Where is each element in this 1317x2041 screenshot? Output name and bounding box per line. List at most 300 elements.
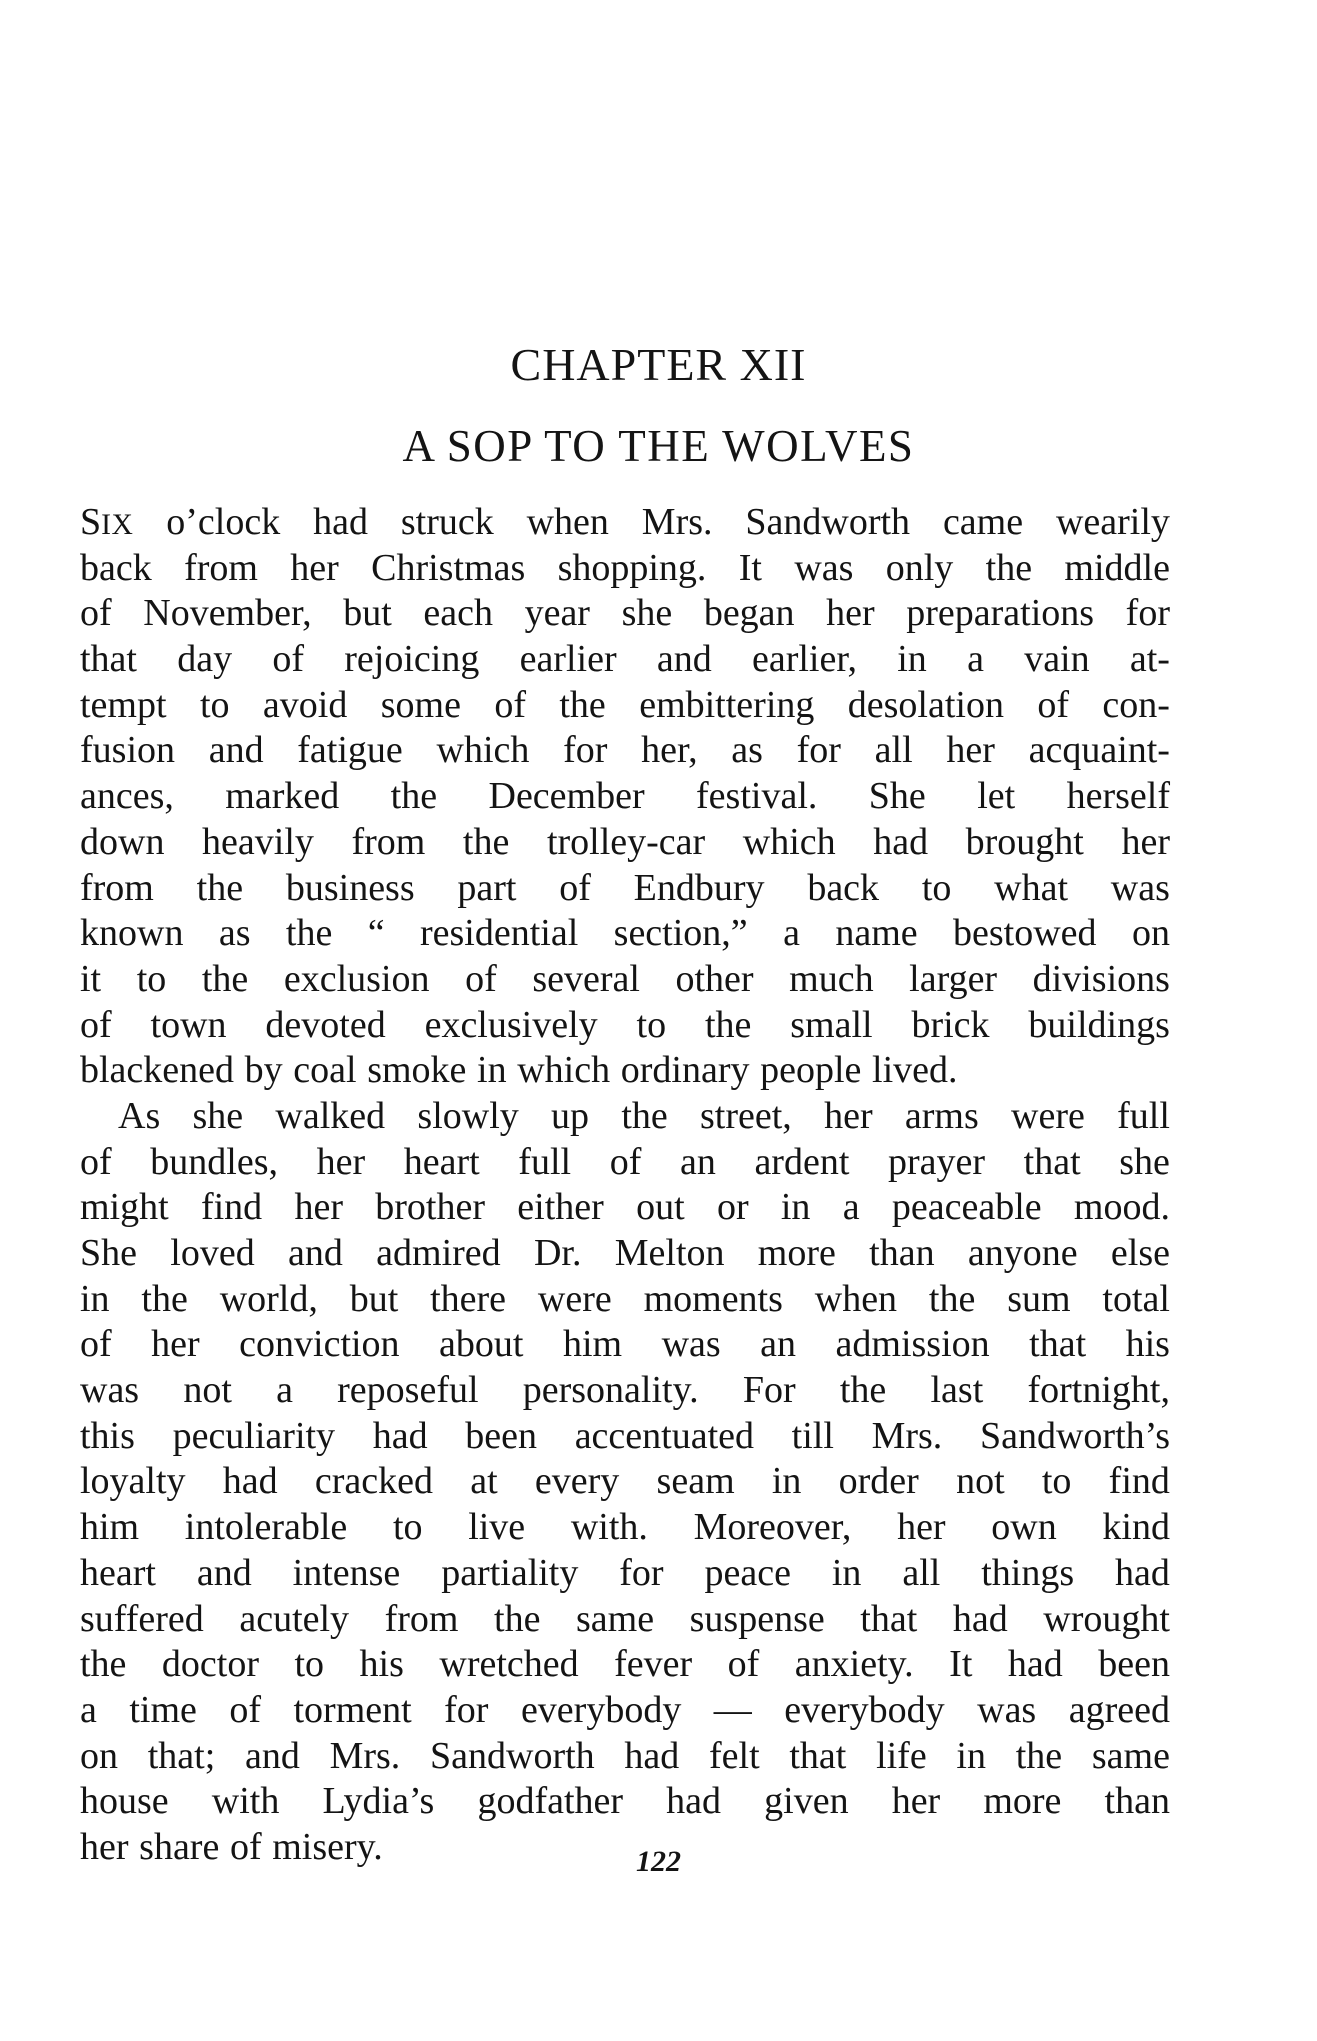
word: the — [559, 683, 606, 726]
word: conviction — [239, 1323, 400, 1366]
word: larger — [909, 957, 998, 1000]
text-line — [80, 1048, 1170, 1094]
word: known — [80, 912, 184, 955]
word: fatigue — [297, 729, 403, 772]
word: back — [807, 866, 880, 909]
word: same — [1091, 1734, 1170, 1777]
word: acquaint- — [1028, 729, 1170, 772]
word: which — [742, 820, 836, 863]
word: his — [1125, 1323, 1170, 1366]
word: street, — [700, 1094, 792, 1137]
word: time — [129, 1688, 197, 1731]
word: of — [80, 1003, 112, 1046]
text-line — [80, 1185, 1170, 1231]
text-line — [80, 728, 1170, 774]
word: than — [1104, 1780, 1170, 1823]
word: was — [1110, 866, 1170, 909]
word: o’clock — [166, 501, 281, 543]
word: of — [609, 1140, 642, 1183]
word: Sandworth — [745, 501, 911, 543]
word: had — [1007, 1643, 1063, 1686]
word: she — [621, 592, 673, 635]
text-line — [80, 866, 1170, 912]
word: a — [967, 638, 984, 681]
word: For — [742, 1369, 796, 1412]
word: to — [199, 683, 230, 726]
word: she — [192, 1094, 244, 1137]
word: not — [956, 1460, 1005, 1503]
word: several — [532, 957, 640, 1000]
word: Lydia’s — [322, 1780, 435, 1823]
word: fusion — [80, 729, 175, 772]
word: reposeful — [337, 1369, 479, 1412]
word: it — [80, 957, 102, 1000]
word: to — [1041, 1460, 1072, 1503]
word: exclusion — [283, 957, 430, 1000]
word: ances, — [80, 775, 174, 818]
word: been — [1098, 1643, 1170, 1686]
word: that — [860, 1597, 918, 1640]
word: buildings — [1028, 1003, 1170, 1046]
word: more — [983, 1780, 1062, 1823]
word: section,” — [613, 912, 748, 955]
word: for — [1125, 592, 1170, 635]
word: find — [200, 1186, 263, 1229]
word: the — [928, 1277, 976, 1320]
word: last — [930, 1369, 984, 1412]
word: this — [80, 1414, 135, 1457]
word: either — [517, 1186, 604, 1229]
word: when — [814, 1277, 898, 1320]
word: Mrs. — [871, 1414, 943, 1457]
text-line — [80, 1734, 1170, 1780]
word: fortnight, — [1027, 1369, 1170, 1412]
word: as — [218, 912, 251, 955]
word: in — [897, 638, 927, 681]
word: December — [488, 775, 645, 818]
word: small — [790, 1003, 873, 1046]
word: and — [244, 1734, 300, 1777]
word: and — [208, 729, 264, 772]
word: from — [351, 820, 426, 863]
text-line — [80, 546, 1170, 592]
page-number: 122 — [636, 1845, 681, 1878]
word: an — [679, 1140, 716, 1183]
word: the — [80, 1643, 127, 1686]
word: the — [141, 1277, 188, 1320]
word: wearily — [1055, 501, 1170, 543]
word: her — [946, 729, 995, 772]
word: that — [789, 1734, 847, 1777]
word: her — [891, 1780, 941, 1823]
word: November, — [143, 592, 312, 635]
word: from — [184, 546, 258, 589]
word: some — [380, 683, 461, 726]
word: in — [477, 1049, 507, 1092]
word: to — [636, 1003, 667, 1046]
text-line — [80, 957, 1170, 1003]
word: seam — [656, 1460, 735, 1503]
word: out — [636, 1186, 685, 1229]
word: world, — [219, 1277, 318, 1320]
word: in — [771, 1460, 802, 1503]
word: shopping. — [557, 546, 707, 589]
word: fever — [614, 1643, 693, 1686]
word: of — [559, 866, 591, 909]
word: festival. — [696, 775, 818, 818]
word: her — [897, 1506, 946, 1549]
word: of — [229, 1688, 262, 1731]
word: to — [136, 957, 167, 1000]
word: exclusively — [424, 1003, 598, 1046]
word: was — [977, 1688, 1037, 1731]
opening-smallcaps: IX — [101, 509, 134, 541]
word: to — [392, 1506, 423, 1549]
word: each — [423, 592, 493, 635]
word: had — [313, 501, 368, 543]
word: came — [942, 501, 1024, 543]
word: which — [517, 1049, 611, 1092]
word: heart — [80, 1551, 156, 1594]
word: suspense — [689, 1597, 825, 1640]
word: of — [80, 1323, 112, 1366]
chapter-title: A SOP TO THE WOLVES — [402, 421, 915, 471]
word: personality. — [522, 1369, 699, 1412]
word: back — [80, 546, 152, 589]
word: mood. — [1073, 1186, 1170, 1229]
word: the — [201, 957, 249, 1000]
word: lived. — [872, 1049, 958, 1092]
word: agreed — [1068, 1688, 1170, 1731]
chapter-number: CHAPTER XII — [510, 339, 807, 390]
word: by — [244, 1049, 283, 1092]
word: admired — [376, 1232, 501, 1274]
word: intense — [292, 1551, 401, 1594]
text-line — [80, 591, 1170, 637]
word: full — [1117, 1094, 1170, 1137]
word: was — [80, 1369, 140, 1412]
word: “ — [367, 912, 385, 955]
word: bundles, — [150, 1140, 278, 1183]
word: acutely — [239, 1597, 350, 1640]
word: wrought — [1043, 1597, 1170, 1640]
word: when — [526, 501, 609, 543]
word: vain — [1024, 638, 1090, 681]
word: ardent — [754, 1140, 850, 1183]
word: name — [835, 912, 918, 955]
word: town — [150, 1003, 227, 1046]
word: doctor — [161, 1643, 259, 1686]
word: residential — [419, 912, 579, 955]
word: godfather — [477, 1780, 624, 1823]
word: moments — [643, 1277, 783, 1320]
word: herself — [1066, 775, 1170, 818]
body-text — [80, 500, 1170, 1871]
word: till — [791, 1414, 834, 1457]
word: had — [666, 1780, 722, 1823]
word: Sandworth’s — [979, 1414, 1170, 1457]
word: coal — [293, 1049, 357, 1092]
word: that — [80, 638, 137, 681]
text-line — [80, 1231, 1170, 1277]
word: wretched — [439, 1643, 579, 1686]
word: her — [294, 1186, 343, 1229]
word: peculiarity — [172, 1414, 336, 1457]
word: rejoicing — [344, 638, 480, 681]
word: but — [349, 1277, 399, 1320]
word: live — [468, 1506, 526, 1549]
word: loyalty — [80, 1460, 186, 1503]
word: brick — [911, 1003, 990, 1046]
word: partiality — [441, 1551, 579, 1594]
word: were — [537, 1277, 612, 1320]
word: Christmas — [371, 546, 526, 589]
word: other — [675, 957, 754, 1000]
word: his — [359, 1643, 404, 1686]
opening-initial: S — [80, 501, 102, 543]
word: up — [551, 1094, 590, 1137]
word: sum — [1007, 1277, 1071, 1320]
word: kind — [1102, 1506, 1170, 1549]
word: every — [534, 1460, 620, 1503]
word: that — [1029, 1323, 1087, 1366]
text-line — [80, 1322, 1170, 1368]
word: the — [1015, 1734, 1063, 1777]
word: year — [524, 592, 590, 635]
text-line — [80, 1414, 1170, 1460]
word: of — [229, 1825, 262, 1868]
text-line — [80, 1505, 1170, 1551]
word: the — [494, 1597, 541, 1640]
word: intolerable — [184, 1506, 348, 1549]
word: at- — [1129, 638, 1170, 681]
word: avoid — [262, 683, 348, 726]
word: the — [196, 866, 244, 909]
word: that — [1023, 1140, 1081, 1183]
word: cracked — [314, 1460, 434, 1503]
word: a — [80, 1688, 97, 1731]
word: on — [1131, 912, 1170, 955]
text-line — [80, 683, 1170, 729]
word: Endbury — [633, 866, 765, 909]
word: anyone — [967, 1232, 1078, 1274]
word: tempt — [80, 683, 167, 726]
word: else — [1110, 1232, 1170, 1274]
text-line — [80, 1779, 1170, 1825]
word: was — [661, 1323, 721, 1366]
word: had — [1115, 1551, 1170, 1594]
word: of — [1037, 683, 1070, 726]
word: a — [842, 1186, 860, 1229]
word: a — [783, 912, 800, 955]
word: the — [390, 775, 438, 818]
word: earlier — [519, 638, 617, 681]
word: of — [272, 638, 305, 681]
word: her — [316, 1140, 366, 1183]
word: all — [874, 729, 913, 772]
word: misery. — [272, 1825, 383, 1868]
opening-word — [80, 500, 133, 546]
word: to — [921, 866, 952, 909]
word: blackened — [80, 1049, 235, 1092]
word: order — [838, 1460, 919, 1503]
word: things — [981, 1551, 1075, 1594]
word: It — [738, 546, 762, 589]
word: at — [470, 1460, 498, 1503]
word: had — [624, 1734, 680, 1777]
text-line — [80, 500, 1170, 546]
word: and — [656, 638, 712, 681]
word: much — [789, 957, 874, 1000]
word: house — [80, 1780, 169, 1823]
word: life — [876, 1734, 927, 1777]
word: accentuated — [574, 1414, 754, 1457]
word: She — [868, 775, 926, 818]
word: in — [956, 1734, 986, 1777]
word: brother — [375, 1186, 486, 1229]
word: with. — [570, 1506, 648, 1549]
word: divisions — [1032, 957, 1170, 1000]
word: that; — [147, 1734, 216, 1777]
word: admission — [835, 1323, 990, 1366]
word: earlier, — [751, 638, 857, 681]
word: of — [727, 1643, 760, 1686]
word: given — [764, 1780, 849, 1823]
word: the — [462, 820, 510, 863]
word: there — [430, 1277, 507, 1320]
word: to — [294, 1643, 325, 1686]
word: and — [288, 1232, 343, 1274]
word: Melton — [614, 1232, 725, 1274]
word: Mrs. — [641, 501, 713, 543]
word: peaceable — [891, 1186, 1042, 1229]
word: than — [869, 1232, 935, 1274]
word: bestowed — [953, 912, 1097, 955]
word: him — [80, 1506, 140, 1549]
word: anxiety. — [794, 1643, 914, 1686]
word: full — [518, 1140, 572, 1183]
word: suffered — [80, 1597, 204, 1640]
word: for — [796, 729, 841, 772]
word: peace — [704, 1551, 791, 1594]
word: As — [118, 1094, 161, 1137]
word: embittering — [639, 683, 815, 726]
word: total — [1102, 1277, 1170, 1320]
word: she — [1119, 1140, 1170, 1183]
word: preparations — [906, 592, 1095, 635]
word: her — [826, 592, 875, 635]
word: felt — [709, 1734, 760, 1777]
text-line — [80, 774, 1170, 820]
word: torment — [293, 1688, 412, 1731]
word: her — [290, 546, 339, 589]
word: in — [80, 1277, 110, 1320]
word: which — [436, 729, 530, 772]
word: all — [902, 1551, 941, 1594]
word: a — [276, 1369, 293, 1412]
word: day — [177, 638, 233, 681]
word: brought — [965, 820, 1084, 863]
text-line — [80, 1094, 1170, 1140]
text-line — [80, 1277, 1170, 1323]
word: from — [80, 866, 154, 909]
word: were — [1011, 1094, 1085, 1137]
word: had — [372, 1414, 428, 1457]
text-line — [80, 1688, 1170, 1734]
word: might — [80, 1186, 169, 1229]
word: smoke — [367, 1049, 467, 1092]
word: had — [222, 1460, 278, 1503]
text-line — [80, 820, 1170, 866]
word: trolley-car — [546, 820, 706, 863]
word: been — [465, 1414, 538, 1457]
word: business — [285, 866, 415, 909]
word: had — [873, 820, 929, 863]
word: It — [949, 1643, 973, 1686]
word: in — [831, 1551, 862, 1594]
word: her — [151, 1323, 200, 1366]
word: marked — [225, 775, 340, 818]
word: loved — [170, 1232, 255, 1274]
word: for — [444, 1688, 489, 1731]
word: and — [196, 1551, 252, 1594]
word: her — [824, 1094, 873, 1137]
word: from — [384, 1597, 459, 1640]
word: slowly — [417, 1094, 519, 1137]
word: or — [716, 1186, 749, 1229]
word: as — [731, 729, 763, 772]
word: her — [80, 1825, 129, 1868]
word: her, — [641, 729, 698, 772]
text-line — [80, 911, 1170, 957]
word: down — [80, 820, 165, 863]
text-line — [80, 1551, 1170, 1597]
word: had — [952, 1597, 1008, 1640]
word: the — [621, 1094, 668, 1137]
word: heart — [403, 1140, 480, 1183]
word: ordinary — [620, 1049, 750, 1092]
word: on — [80, 1734, 118, 1777]
word: was — [794, 546, 854, 589]
word: arms — [904, 1094, 979, 1137]
word: — — [713, 1688, 752, 1731]
word: let — [977, 775, 1016, 818]
text-line — [80, 1140, 1170, 1186]
word: but — [343, 592, 392, 635]
word: the — [285, 912, 333, 955]
word: more — [757, 1232, 836, 1274]
text-line — [80, 1642, 1170, 1688]
word: for — [619, 1551, 664, 1594]
word: She — [80, 1232, 137, 1274]
word: share — [139, 1825, 220, 1868]
word: walked — [275, 1094, 386, 1137]
word: of — [80, 592, 112, 635]
word: not — [183, 1369, 232, 1412]
word: her — [1121, 820, 1170, 863]
word: an — [760, 1323, 797, 1366]
word: own — [991, 1506, 1057, 1549]
text-line — [80, 1003, 1170, 1049]
word: began — [703, 592, 795, 635]
word: everybody — [520, 1688, 682, 1731]
word: devoted — [265, 1003, 386, 1046]
word: of — [465, 957, 497, 1000]
text-line — [80, 1368, 1170, 1414]
word: with — [211, 1780, 280, 1823]
word: in — [780, 1186, 811, 1229]
text-line — [80, 1597, 1170, 1643]
